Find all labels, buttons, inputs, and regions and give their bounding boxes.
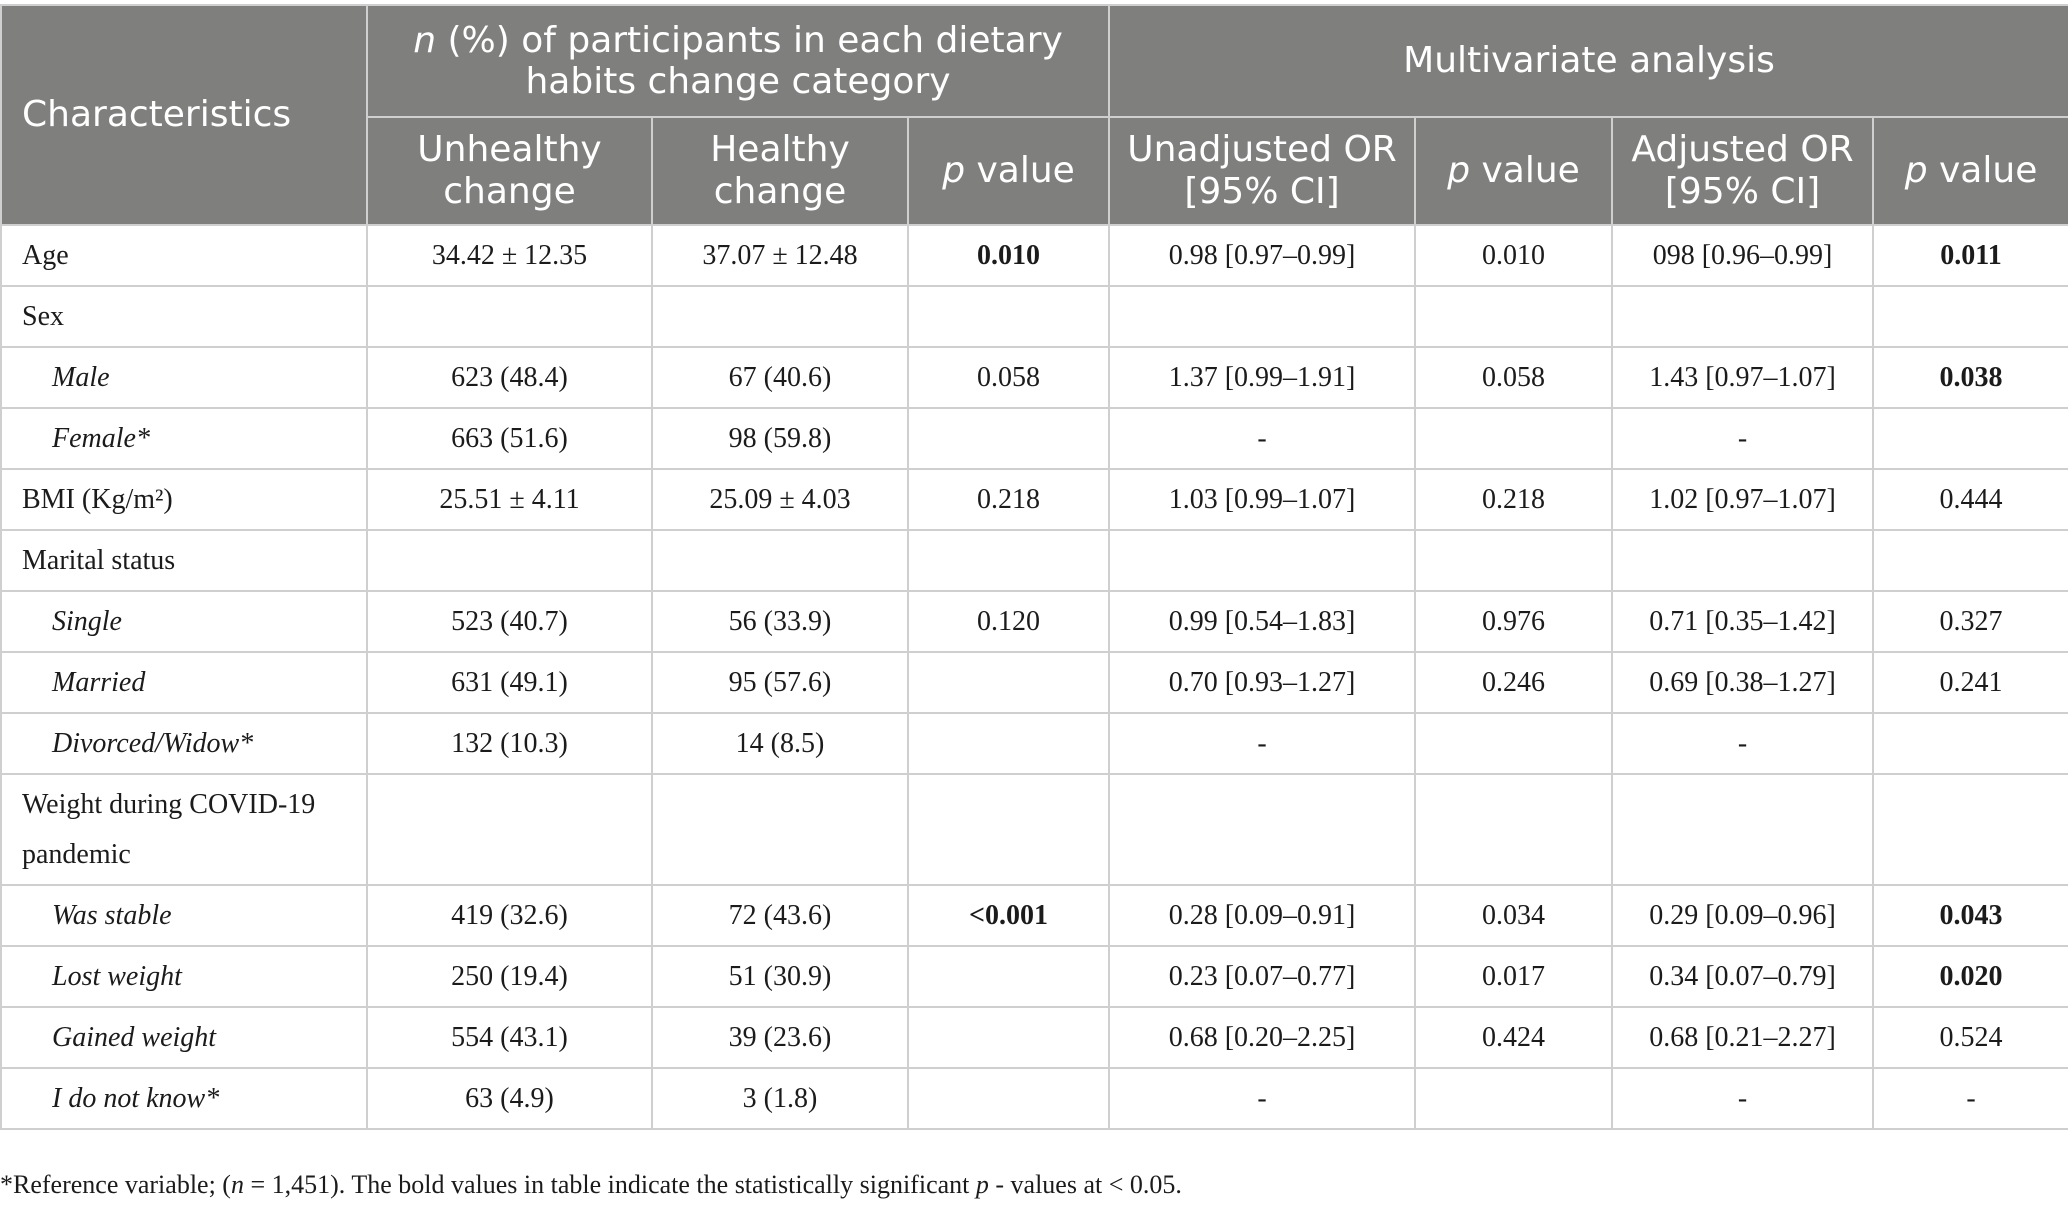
cell-p2: 0.424 xyxy=(1415,1007,1612,1068)
cell-unhealthy: 631 (49.1) xyxy=(367,652,652,713)
cell-adjusted-or xyxy=(1612,530,1873,591)
header-p-value-1: p value xyxy=(908,117,1109,225)
table-row xyxy=(1,225,2068,286)
row-label: Gained weight xyxy=(1,1007,367,1068)
data-table xyxy=(0,4,2068,1130)
cell-adjusted-or xyxy=(1612,774,1873,885)
cell-p2: 0.017 xyxy=(1415,946,1612,1007)
cell-unadjusted-or: 0.70 [0.93–1.27] xyxy=(1109,652,1415,713)
cell-p3: 0.241 xyxy=(1873,652,2068,713)
cell-unhealthy: 419 (32.6) xyxy=(367,885,652,946)
cell-p3 xyxy=(1873,530,2068,591)
cell-unhealthy xyxy=(367,286,652,347)
cell-p1: 0.010 xyxy=(908,225,1109,286)
cell-p3: 0.524 xyxy=(1873,1007,2068,1068)
cell-unadjusted-or: - xyxy=(1109,713,1415,774)
cell-adjusted-or: 098 [0.96–0.99] xyxy=(1612,225,1873,286)
cell-healthy: 3 (1.8) xyxy=(652,1068,908,1129)
cell-p3 xyxy=(1873,408,2068,469)
row-label: I do not know* xyxy=(1,1068,367,1129)
cell-p3: 0.327 xyxy=(1873,591,2068,652)
cell-p2: 0.218 xyxy=(1415,469,1612,530)
cell-unhealthy: 523 (40.7) xyxy=(367,591,652,652)
table-row xyxy=(1,885,2068,946)
header-group-participants xyxy=(367,5,1109,117)
cell-unhealthy: 663 (51.6) xyxy=(367,408,652,469)
header-healthy-line1: Healthy xyxy=(710,129,850,170)
cell-healthy: 67 (40.6) xyxy=(652,347,908,408)
cell-unadjusted-or: 0.28 [0.09–0.91] xyxy=(1109,885,1415,946)
cell-p2: 0.976 xyxy=(1415,591,1612,652)
header-unadj-line1: Unadjusted OR xyxy=(1127,129,1397,170)
header-p-value-2: p value xyxy=(1415,117,1612,225)
cell-unadjusted-or: 0.99 [0.54–1.83] xyxy=(1109,591,1415,652)
cell-p1 xyxy=(908,774,1109,885)
cell-healthy xyxy=(652,774,908,885)
cell-unadjusted-or: 1.03 [0.99–1.07] xyxy=(1109,469,1415,530)
row-label: Divorced/Widow* xyxy=(1,713,367,774)
table-row xyxy=(1,946,2068,1007)
cell-unhealthy: 554 (43.1) xyxy=(367,1007,652,1068)
cell-p2 xyxy=(1415,530,1612,591)
cell-adjusted-or: 0.71 [0.35–1.42] xyxy=(1612,591,1873,652)
cell-p2: 0.010 xyxy=(1415,225,1612,286)
cell-adjusted-or: - xyxy=(1612,408,1873,469)
cell-p1 xyxy=(908,652,1109,713)
cell-unadjusted-or xyxy=(1109,530,1415,591)
cell-unadjusted-or xyxy=(1109,774,1415,885)
table-row xyxy=(1,530,2068,591)
table-row xyxy=(1,408,2068,469)
cell-unhealthy: 250 (19.4) xyxy=(367,946,652,1007)
cell-p2 xyxy=(1415,408,1612,469)
cell-p3 xyxy=(1873,774,2068,885)
table-row xyxy=(1,1007,2068,1068)
header-adjusted-or xyxy=(1612,117,1873,225)
cell-unadjusted-or: 0.68 [0.20–2.25] xyxy=(1109,1007,1415,1068)
cell-unhealthy: 63 (4.9) xyxy=(367,1068,652,1129)
cell-healthy: 37.07 ± 12.48 xyxy=(652,225,908,286)
cell-p1: 0.120 xyxy=(908,591,1109,652)
cell-unadjusted-or: 0.23 [0.07–0.77] xyxy=(1109,946,1415,1007)
table-row xyxy=(1,1068,2068,1129)
cell-adjusted-or: - xyxy=(1612,713,1873,774)
header-adj-line1: Adjusted OR xyxy=(1631,129,1854,170)
cell-unadjusted-or xyxy=(1109,286,1415,347)
cell-p2 xyxy=(1415,774,1612,885)
cell-p1: 0.058 xyxy=(908,347,1109,408)
cell-adjusted-or: 0.69 [0.38–1.27] xyxy=(1612,652,1873,713)
header-adj-line2: [95% CI] xyxy=(1664,171,1821,212)
row-label xyxy=(1,774,367,885)
header-group-multivariate: Multivariate analysis xyxy=(1109,5,2068,117)
cell-unhealthy xyxy=(367,774,652,885)
cell-p3: 0.011 xyxy=(1873,225,2068,286)
cell-p1 xyxy=(908,530,1109,591)
header-healthy-change xyxy=(652,117,908,225)
row-label: Lost weight xyxy=(1,946,367,1007)
cell-unhealthy: 34.42 ± 12.35 xyxy=(367,225,652,286)
cell-unhealthy: 25.51 ± 4.11 xyxy=(367,469,652,530)
header-group-participants-line1: n (%) of participants in each dietary xyxy=(413,20,1063,61)
row-label-line1: Weight during COVID-19 xyxy=(22,788,316,820)
footnote-n: n xyxy=(230,1170,244,1199)
cell-p1 xyxy=(908,1007,1109,1068)
header-unhealthy-line2: change xyxy=(443,171,576,212)
cell-adjusted-or: 0.68 [0.21–2.27] xyxy=(1612,1007,1873,1068)
cell-healthy xyxy=(652,530,908,591)
cell-adjusted-or: 1.02 [0.97–1.07] xyxy=(1612,469,1873,530)
cell-unhealthy: 132 (10.3) xyxy=(367,713,652,774)
row-label: Age xyxy=(1,225,367,286)
header-characteristics: Characteristics xyxy=(1,5,367,225)
cell-p1: 0.218 xyxy=(908,469,1109,530)
cell-p3: 0.043 xyxy=(1873,885,2068,946)
cell-p3: 0.038 xyxy=(1873,347,2068,408)
cell-p2 xyxy=(1415,713,1612,774)
header-group-participants-line2: habits change category xyxy=(525,61,951,102)
cell-healthy xyxy=(652,286,908,347)
row-label: Was stable xyxy=(1,885,367,946)
cell-p3: 0.020 xyxy=(1873,946,2068,1007)
cell-healthy: 14 (8.5) xyxy=(652,713,908,774)
cell-p3: - xyxy=(1873,1068,2068,1129)
cell-p2: 0.058 xyxy=(1415,347,1612,408)
header-healthy-line2: change xyxy=(713,171,847,212)
table-row xyxy=(1,469,2068,530)
cell-healthy: 72 (43.6) xyxy=(652,885,908,946)
header-unadjusted-or xyxy=(1109,117,1415,225)
footnote-p: p xyxy=(975,1170,989,1199)
cell-p2 xyxy=(1415,1068,1612,1129)
cell-p1 xyxy=(908,1068,1109,1129)
header-unhealthy-change xyxy=(367,117,652,225)
header-unhealthy-line1: Unhealthy xyxy=(417,129,602,170)
cell-p1 xyxy=(908,408,1109,469)
table-row xyxy=(1,591,2068,652)
cell-p2 xyxy=(1415,286,1612,347)
header-unadj-line2: [95% CI] xyxy=(1184,171,1340,212)
footnote-part1: *Reference variable; ( xyxy=(0,1170,231,1199)
row-label: Marital status xyxy=(1,530,367,591)
row-label: Married xyxy=(1,652,367,713)
footnote-part3: - values at < 0.05. xyxy=(988,1170,1182,1199)
cell-healthy: 56 (33.9) xyxy=(652,591,908,652)
table-row xyxy=(1,347,2068,408)
cell-adjusted-or: 0.34 [0.07–0.79] xyxy=(1612,946,1873,1007)
table-row xyxy=(1,713,2068,774)
row-label: BMI (Kg/m²) xyxy=(1,469,367,530)
cell-healthy: 25.09 ± 4.03 xyxy=(652,469,908,530)
cell-p3 xyxy=(1873,713,2068,774)
cell-p3: 0.444 xyxy=(1873,469,2068,530)
cell-adjusted-or: 1.43 [0.97–1.07] xyxy=(1612,347,1873,408)
cell-healthy: 95 (57.6) xyxy=(652,652,908,713)
row-label: Female* xyxy=(1,408,367,469)
row-label: Male xyxy=(1,347,367,408)
cell-unadjusted-or: 1.37 [0.99–1.91] xyxy=(1109,347,1415,408)
cell-healthy: 39 (23.6) xyxy=(652,1007,908,1068)
footnote-part2: = 1,451). The bold values in table indicate the statistically significant xyxy=(243,1170,976,1199)
cell-unadjusted-or: - xyxy=(1109,1068,1415,1129)
table-row xyxy=(1,286,2068,347)
header-p-value-3: p value xyxy=(1873,117,2068,225)
cell-healthy: 51 (30.9) xyxy=(652,946,908,1007)
cell-p3 xyxy=(1873,286,2068,347)
cell-p2: 0.034 xyxy=(1415,885,1612,946)
cell-p1 xyxy=(908,286,1109,347)
cell-unadjusted-or: 0.98 [0.97–0.99] xyxy=(1109,225,1415,286)
cell-unhealthy xyxy=(367,530,652,591)
cell-p1: <0.001 xyxy=(908,885,1109,946)
table-footnote xyxy=(0,1170,1182,1200)
cell-adjusted-or: - xyxy=(1612,1068,1873,1129)
cell-p2: 0.246 xyxy=(1415,652,1612,713)
cell-adjusted-or: 0.29 [0.09–0.96] xyxy=(1612,885,1873,946)
row-label: Single xyxy=(1,591,367,652)
row-label: Sex xyxy=(1,286,367,347)
table-row xyxy=(1,652,2068,713)
cell-healthy: 98 (59.8) xyxy=(652,408,908,469)
cell-p1 xyxy=(908,946,1109,1007)
cell-adjusted-or xyxy=(1612,286,1873,347)
row-label-line2: pandemic xyxy=(22,838,131,870)
cell-p1 xyxy=(908,713,1109,774)
table-row xyxy=(1,774,2068,885)
cell-unadjusted-or: - xyxy=(1109,408,1415,469)
cell-unhealthy: 623 (48.4) xyxy=(367,347,652,408)
